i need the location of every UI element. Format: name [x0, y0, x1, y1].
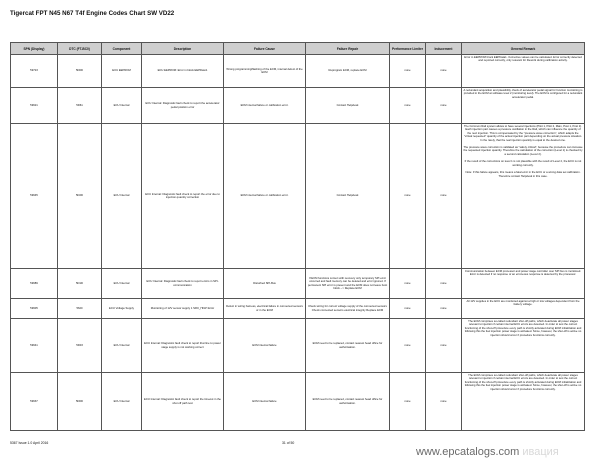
watermark-url: www.epcatalogs.com: [416, 446, 520, 458]
cell-description: ECU Internal: Diagnostic fault check to report errors in SPI-communication: [142, 269, 224, 299]
cell-component: ECU Internal: [102, 269, 142, 299]
cell-limiter: none: [390, 373, 426, 431]
cell-remark: [462, 373, 585, 431]
remark-paragraph: The ECM comprises so-called redundant shut-off paths, which deactivate all power stages relevant to injection if certain internal ECU errors are detected. In order to test the correct functioning of the shut-off procedure every path is shortly activated during ECM initialization and following this the fuel injection power stage is activated. Since, however, the shut-off is active no injection should occur if procedure functions correctly.: [464, 373, 582, 391]
table-row: [11, 299, 585, 319]
cell-failure-cause: ECM internal failure: [224, 319, 306, 373]
cell-component: ECU Internal: [102, 124, 142, 269]
remark-paragraph: The pressure wave correction is validated as "safety critical", because the procedure can increase the requested injection quantity. Therefore the calculation of the correction (Level 1) is checked by a second calculation (Level 2).: [463, 145, 583, 156]
header-general-remark: General Remark: [462, 43, 585, 55]
cell-dtc: 5D1D: [58, 269, 102, 299]
cell-inducement: none: [426, 55, 462, 88]
cell-description: ECU Internal: Diagnostic fault check to report the timeout in the shut off path test: [142, 373, 224, 431]
header-spn: SPN (Display): [11, 43, 58, 55]
cell-description: ECU Internal: Diagnostic fault check to report that line to power stage supply is not working correct: [142, 319, 224, 373]
cell-failure-cause: Disturbed SPI-Bus: [224, 269, 306, 299]
cell-failure-repair: Contact Helpdesk: [306, 88, 390, 124]
cell-component: ECU Voltage Supply: [102, 299, 142, 319]
cell-spn: 59723: [11, 55, 58, 88]
cell-dtc: 5D0D: [58, 373, 102, 431]
cell-spn: 59637: [11, 373, 58, 431]
cell-limiter: none: [390, 319, 426, 373]
footer-issue: 5367 Issue 1.0 April 2016: [10, 441, 49, 445]
cell-spn: 59645: [11, 124, 58, 269]
remark-paragraph: Note: If this failure appears, this means a fatal error in the ECU or a wrong data set calibration. Therefore contact Helpdesk in this case.: [465, 171, 581, 178]
cell-dtc: 5D61: [58, 88, 102, 124]
header-component: Component: [102, 43, 142, 55]
cell-dtc: 5D2D: [58, 124, 102, 269]
header-dtc: DTC (FT-BC0): [58, 43, 102, 55]
cell-inducement: none: [426, 319, 462, 373]
cell-description: ECU EEPROM: Error in block EEPDato1: [142, 55, 224, 88]
cell-component: ECU Internal: [102, 373, 142, 431]
cell-dtc: 5620: [58, 299, 102, 319]
cell-failure-repair: ECM need to be replaced, contact nearest head office for authorisation.: [306, 373, 390, 431]
remark-paragraph: The Common Rail system allows to have several injections (Pilot 1, Pilot 2, Main, Post 1, Post 2). Each injection part causes a pressure oscillation in the Rail, which can influence the quantity of the next injection. This is compensated by the "pressure wave correction", which adapts the "virtual requested" quantity of the actual injection part depending on the actual pressure situation. In the rarely, that the real injection quantity is equal to the desired one.: [463, 124, 583, 142]
cell-spn: 59621: [11, 88, 58, 124]
footer-page-number: 31 of 50: [282, 441, 295, 445]
cell-component: ECU EEPROM: [102, 55, 142, 88]
cell-description: ECU Internal: Diagnostic fault check to report the accelerator pedal position error: [142, 88, 224, 124]
cell-component: ECU Internal: [102, 88, 142, 124]
table-row: [11, 124, 585, 269]
cell-inducement: none: [426, 88, 462, 124]
cell-limiter: none: [390, 299, 426, 319]
header-failure-repair: Failure Repair: [306, 43, 390, 55]
cell-failure-cause: ECM internal failure or calibration error.: [224, 124, 306, 269]
cell-failure-repair: Reprogram ECM, replace ECM: [306, 55, 390, 88]
cell-limiter: none: [390, 55, 426, 88]
header-description: Description: [142, 43, 224, 55]
cell-inducement: none: [426, 269, 462, 299]
cell-failure-repair: If ECM functions correct with recovery only temporary SPI error occurred and fault memory can be deleted and error ignored. If permanent SPI error is present and the ECM does not leave boot block --> Replace ECM: [306, 269, 390, 299]
remark-paragraph: If the result of the corrections on level 1 is not plausible with the result of Level 2, the ECU is not working correctly.: [464, 160, 582, 167]
cell-inducement: none: [426, 124, 462, 269]
remark-paragraph: The ECM comprises so-called redundant shut-off paths, which deactivate all power stages relevant to injection if certain internal ECU errors are detected. In order to test the correct functioning of the shut-off procedure every path is shortly activated during ECM initialization and following this the fuel injection power stage is activated. Since, however, the shut-off is active no injection should occur if procedure functions correctly.: [464, 319, 582, 337]
watermark: [416, 446, 559, 458]
cell-remark: [462, 299, 585, 319]
table-header-row: [11, 43, 585, 55]
cell-description: ECU Internal: Diagnostic fault check to report the error due to injection quantity correction: [142, 124, 224, 269]
cell-spn: 59641: [11, 319, 58, 373]
table-row: [11, 373, 585, 431]
cell-failure-repair: Contact Helpdesk: [306, 124, 390, 269]
cell-limiter: none: [390, 124, 426, 269]
remark-paragraph: A redundant acquisition and plausibility check of accelerator pedal signal for function monitoring is provided in the ECM at software level 2 (monitoring level). The ECM is configured for a redundant accelerator pedal.: [463, 88, 583, 99]
cell-inducement: none: [426, 299, 462, 319]
cell-failure-cause: ECM internal failure: [224, 373, 306, 431]
cell-limiter: none: [390, 88, 426, 124]
cell-failure-cause: Wrong programming/flashing of the ECM, internal defect of the ECM: [224, 55, 306, 88]
cell-dtc: 5D0D: [58, 55, 102, 88]
engine-codes-table: [10, 42, 585, 431]
cell-dtc: 5D03: [58, 319, 102, 373]
cell-spn: 59605: [11, 299, 58, 319]
header-failure-cause: Failure Cause: [224, 43, 306, 55]
table-row: [11, 55, 585, 88]
cell-failure-cause: ECM internal failure or calibration error.: [224, 88, 306, 124]
table-row: [11, 88, 585, 124]
remark-paragraph: Error in EEPROM block EEPData1. Corrective values can be calculated. Error correctly detected and reported correctly, only relevant for Rework during calibration activity.: [464, 55, 582, 63]
header-inducement: Inducement: [426, 43, 462, 55]
remark-paragraph: All 12V supplies in the ECU are monitored against a high or low voltages dependent from the battery voltage.: [466, 299, 580, 307]
table-row: [11, 269, 585, 299]
cell-description: Monitoring of 12V sensor supply 1 SRC_HIGH Error: [142, 299, 224, 319]
cell-failure-cause: Defect in wiring harness, electrical failure in connected sensors or in the ECM: [224, 299, 306, 319]
header-performance-limiter: Performance Limiter: [390, 43, 426, 55]
cell-remark: [462, 319, 585, 373]
cell-component: ECU Internal: [102, 319, 142, 373]
cell-remark: [462, 88, 585, 124]
cell-spn: 59689: [11, 269, 58, 299]
cell-remark: [462, 124, 585, 269]
cell-inducement: none: [426, 373, 462, 431]
remark-paragraph: Communication between ECM processor and power stage controller over SPI bus is monitored. Error is detected if no response or an erroneous response is detected by the processor.: [464, 269, 582, 277]
cell-failure-repair: ECM need to be replaced, contact nearest head office for authorisation.: [306, 319, 390, 373]
cell-failure-repair: Check wiring for correct voltage supply of the connected sensors Check connected sensors electrical integrity Replace ECM: [306, 299, 390, 319]
cell-remark: [462, 55, 585, 88]
watermark-faint-text: ивация: [519, 446, 559, 458]
cell-limiter: none: [390, 269, 426, 299]
document-title: Tigercat FPT N45 N67 T4f Engine Codes Chart SW VD22: [10, 10, 175, 17]
table-row: [11, 319, 585, 373]
cell-remark: [462, 269, 585, 299]
